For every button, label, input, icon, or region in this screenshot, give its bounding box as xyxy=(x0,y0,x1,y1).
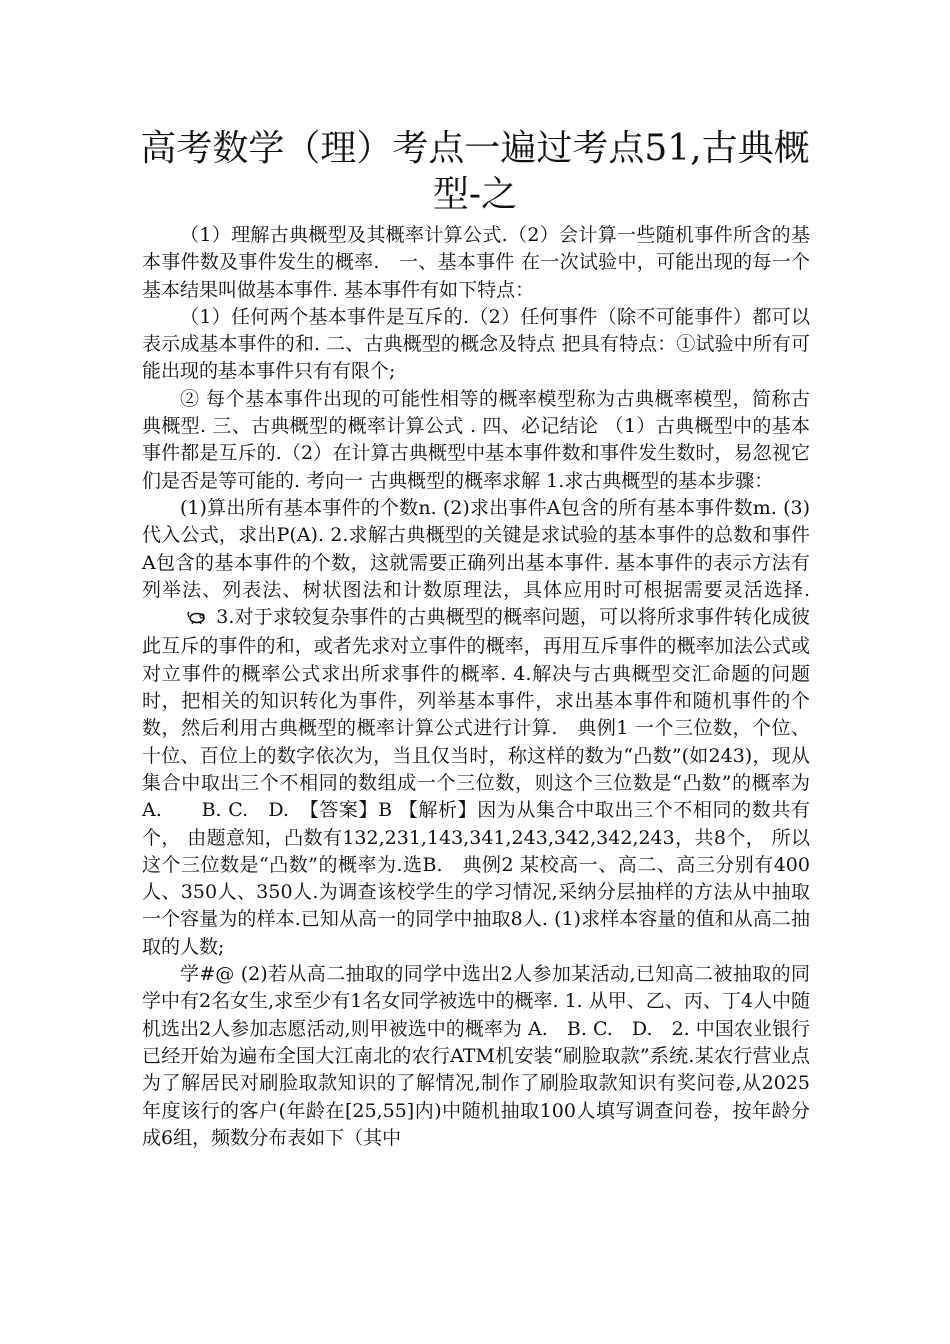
paragraph-solving-steps-text: (1)算出所有基本事件的个数n. (2)求出事件A包含的所有基本事件数m. (3)代入公式，求出P(A). 2.求解古典概型的关键是求试验的基本事件的总数和事件A包含的基本事件的个数，这就需要正确列出基本事件. 基本事件的表示方法有列举法、列表法、树状图法和计数原理法，具体应用时可根据需要灵活选择. xyxy=(142,496,810,601)
document-title: 高考数学（理）考点一遍过考点51,古典概型-之 xyxy=(140,128,810,215)
paragraph-basic-event-features: （1）任何两个基本事件是互斥的.（2）任何事件（除不可能事件）都可以表示成基本事件的和. 二、古典概型的概念及特点 把具有特点：①试验中所有可能出现的基本事件只有有限个; xyxy=(142,305,810,383)
document-body xyxy=(142,222,810,1152)
paragraph-classical-model: ② 每个基本事件出现的可能性相等的概率模型称为古典概率模型，简称古典概型. 三、古典概型的概率计算公式 . 四、必记结论 （1）古典概型中的基本事件都是互斥的.（2）在计算古典概型中基本事件数和事件发生数时，易忽视它们是否是等可能的. 考向一 古典概型的概率求解 1.求古典概型的基本步骤： xyxy=(142,387,810,492)
paragraph-objectives: （1）理解古典概型及其概率计算公式.（2）会计算一些随机事件所含的基本事件数及事件发生的概率. 一、基本事件 在一次试验中，可能出现的每一个基本结果叫做基本事件. 基本事件有如下特点： xyxy=(142,224,810,301)
paragraph-examples-text: 3.对于求较复杂事件的古典概型的概率问题，可以将所求事件转化成彼此互斥的事件的和，或者先求对立事件的概率，再用互斥事件的概率加法公式或对立事件的概率公式求出所求事件的概率. 4.解决与古典概型交汇命题的问题时，把相关的知识转化为事件，列举基本事件，求出基本事件和随机事件的个数，然后利用古典概型的概率计算公式进行计算. 典例1 一个三位数，个位、十位、百位上的数字依次为，当且仅当时，称这样的数为“凸数”(如243)，现从集合中取出三个不相同的数组成一个三位数，则这个三位数是“凸数”的概率为 A. B. C. D. 【答案】B 【解析】因为从集合中取出三个不相同的数共有个， 由题意知，凸数有132,231,143,341,243,342,342,243，共8个， 所以这个三位数是“凸数”的概率为.选B. 典例2 某校高一、高二、高三分别有400人、350人、350人.为调查该校学生的学习情况,采纳分层抽样的方法从中抽取一个容量为的样本.已知从高一的同学中抽取8人. (1)求样本容量的值和从高二抽取的人数; xyxy=(142,606,810,958)
pig-icon xyxy=(148,606,208,633)
paragraph-solving-steps xyxy=(142,495,810,961)
paragraph-exercises: 学#@ (2)若从高二抽取的同学中选出2人参加某活动,已知高二被抽取的同学中有2名女生,求至少有1名女同学被选中的概率. 1. 从甲、乙、丙、丁4人中随机选出2人参加志愿活动,则甲被选中的概率为 A. B. C. D. 2. 中国农业银行已经开始为遍布全国大江南北的农行ATM机安装“刷脸取款”系统.某农行营业点为了解居民对刷脸取款知识的了解情况,制作了刷脸取款知识有奖问卷,从2025年度该行的客户(年龄在[25,55]内)中随机抽取100人填写调查问卷，按年龄分成6组，频数分布表如下（其中 xyxy=(142,963,810,1149)
